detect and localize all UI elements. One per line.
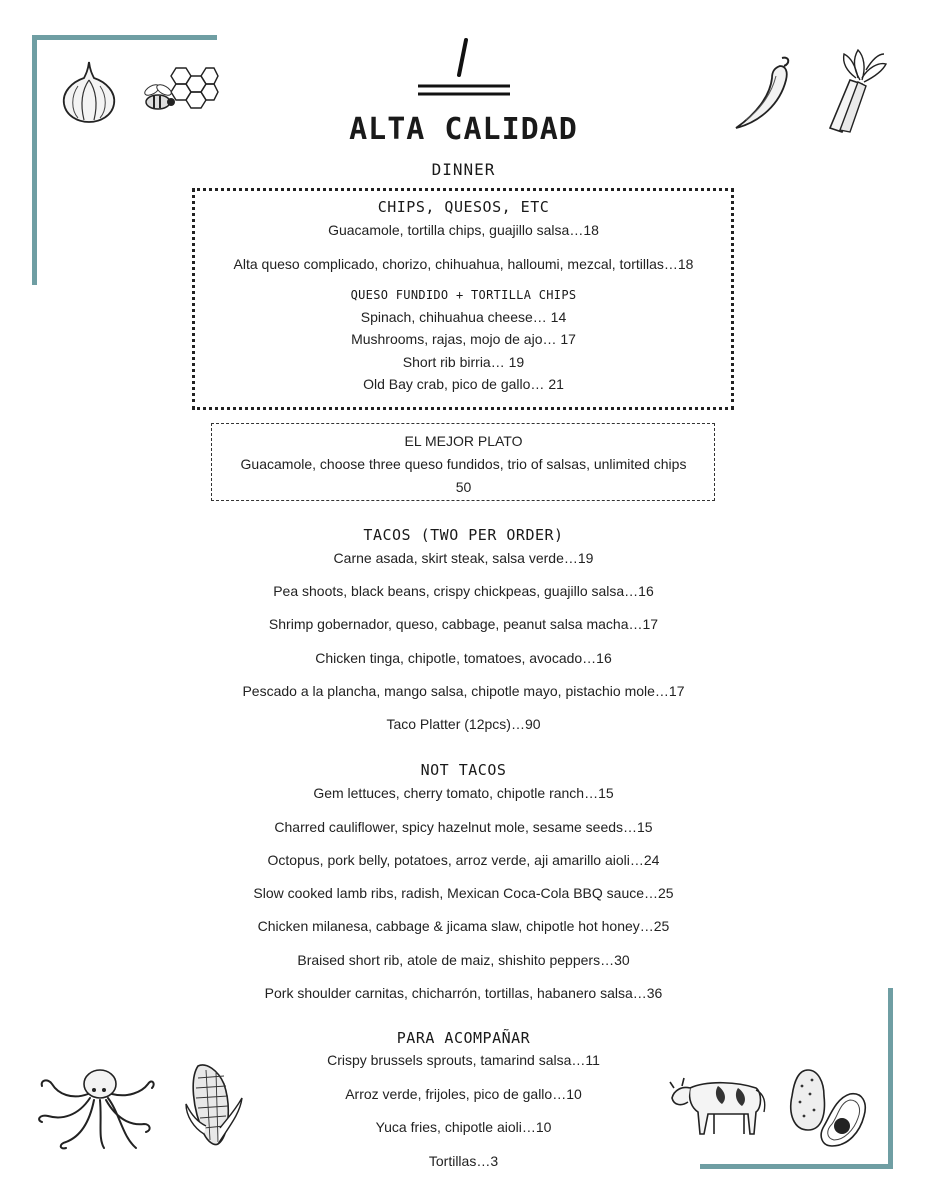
cow-icon — [668, 1072, 768, 1138]
page-title: ALTA CALIDAD — [349, 112, 578, 147]
menu-item: Gem lettuces, cherry tomato, chipotle ranch…15 — [313, 785, 614, 801]
frame-bottom-right-v — [888, 988, 893, 1169]
menu-item: Mushrooms, rajas, mojo de ajo… 17 — [351, 331, 576, 347]
page-subtitle: DINNER — [431, 160, 496, 179]
menu-item: Chicken milanesa, cabbage & jicama slaw, chipotle hot honey…25 — [257, 918, 670, 934]
menu-item: Carne asada, skirt steak, salsa verde…19 — [333, 550, 594, 566]
celery-icon — [822, 40, 892, 136]
chips-heading: CHIPS, QUESOS, ETC — [377, 198, 550, 216]
menu-item: Pescado a la plancha, mango salsa, chipotle mayo, pistachio mole…17 — [242, 683, 685, 699]
menu-item: Slow cooked lamb ribs, radish, Mexican Coca-Cola BBQ sauce…25 — [253, 885, 674, 901]
menu-item: Charred cauliflower, spicy hazelnut mole, sesame seeds…15 — [274, 819, 653, 835]
mejor-plato-description: Guacamole, choose three queso fundidos, trio of salsas, unlimited chips — [240, 456, 687, 472]
menu-item: Spinach, chihuahua cheese… 14 — [360, 309, 567, 325]
menu-item: Tortillas…3 — [428, 1153, 499, 1169]
mejor-plato-price: 50 — [455, 479, 472, 495]
chili-pepper-icon — [730, 52, 794, 132]
menu-item: Short rib birria… 19 — [402, 354, 525, 370]
menu-item: Braised short rib, atole de maiz, shishito peppers…30 — [297, 952, 630, 968]
corn-icon — [184, 1058, 244, 1152]
not-tacos-heading: NOT TACOS — [420, 761, 507, 779]
menu-item: Chicken tinga, chipotle, tomatoes, avocado…16 — [315, 650, 612, 666]
garlic-icon — [58, 58, 120, 124]
menu-item: Alta queso complicado, chorizo, chihuahua, halloumi, mezcal, tortillas…18 — [233, 256, 694, 272]
menu-item: Pea shoots, black beans, crispy chickpeas, guajillo salsa…16 — [273, 583, 654, 599]
tacos-heading: TACOS (TWO PER ORDER) — [363, 526, 564, 544]
logo-mark — [414, 30, 514, 102]
acompanar-heading: PARA ACOMPAÑAR — [396, 1029, 531, 1047]
menu-item: Pork shoulder carnitas, chicharrón, tortillas, habanero salsa…36 — [264, 985, 663, 1001]
menu-item: Arroz verde, frijoles, pico de gallo…10 — [345, 1086, 582, 1102]
fundido-subheading: QUESO FUNDIDO + TORTILLA CHIPS — [350, 288, 577, 302]
mejor-plato-heading: EL MEJOR PLATO — [404, 433, 523, 449]
menu-item: Old Bay crab, pico de gallo… 21 — [363, 376, 564, 392]
menu-item: Shrimp gobernador, queso, cabbage, peanut salsa macha…17 — [268, 616, 659, 632]
menu-item: Guacamole, tortilla chips, guajillo salsa…18 — [328, 222, 599, 238]
avocado-icon — [786, 1066, 870, 1150]
bee-honeycomb-icon — [136, 62, 220, 122]
octopus-icon — [32, 1064, 156, 1154]
menu-item: Crispy brussels sprouts, tamarind salsa…11 — [327, 1052, 600, 1068]
frame-top-left-h — [32, 35, 217, 40]
menu-item: Taco Platter (12pcs)…90 — [386, 716, 541, 732]
menu-item: Yuca fries, chipotle aioli…10 — [375, 1119, 552, 1135]
menu-item: Octopus, pork belly, potatoes, arroz verde, aji amarillo aioli…24 — [267, 852, 660, 868]
